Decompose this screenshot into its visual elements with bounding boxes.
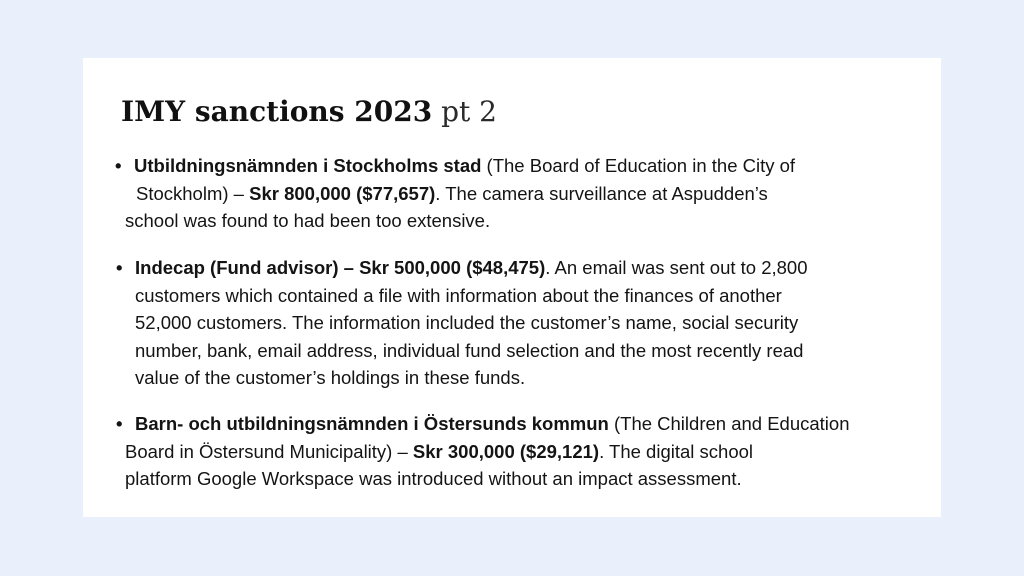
item-text: Board in Östersund Municipality) – [125,440,413,462]
item-line: customers which contained a file with information about the finances of another [135,284,782,306]
entity-name: Barn- och utbildningsnämnden i Östersunds kommun [135,413,609,434]
item-line: 52,000 customers. The information included the customer’s name, social security [135,312,799,333]
item-text: . An email was sent out to 2,800 [545,257,808,278]
list-item [116,410,935,493]
item-line [125,438,935,466]
item-line [135,254,935,282]
fine-amount: Skr 300,000 ($29,121) [412,440,600,462]
slide-card [83,58,941,517]
fine-amount: Skr 800,000 ($77,657) [249,182,436,204]
entity-name: Indecap (Fund advisor) – Skr 500,000 ($48,475) [135,257,546,278]
list-item [115,152,934,235]
item-line: number, bank, email address, individual fund selection and the most recently read [135,339,804,361]
item-text: . The camera surveillance at Aspudden’s [435,182,768,204]
item-text: Stockholm) – [136,182,250,204]
bullet-icon: • [116,257,123,278]
item-text: . The digital school [599,440,754,462]
bullet-icon: • [115,155,122,176]
list-item [116,254,935,392]
item-line: platform Google Workspace was introduced without an impact assessment. [125,468,742,489]
slide-title-main: IMY sanctions 2023 [121,95,433,128]
item-line: school was found to had been too extensive. [125,210,491,231]
entity-name: Utbildningsnämnden i Stockholms stad [134,155,482,176]
item-line [134,180,934,208]
item-line: value of the customer’s holdings in these funds. [135,367,526,388]
item-text: (The Board of Education in the City of [481,155,796,176]
slide-title-suffix: pt 2 [432,95,497,128]
slide-title [121,92,497,132]
bullet-icon: • [116,413,123,434]
item-line [134,152,934,180]
item-text: (The Children and Education [608,413,850,434]
item-line [135,410,935,438]
